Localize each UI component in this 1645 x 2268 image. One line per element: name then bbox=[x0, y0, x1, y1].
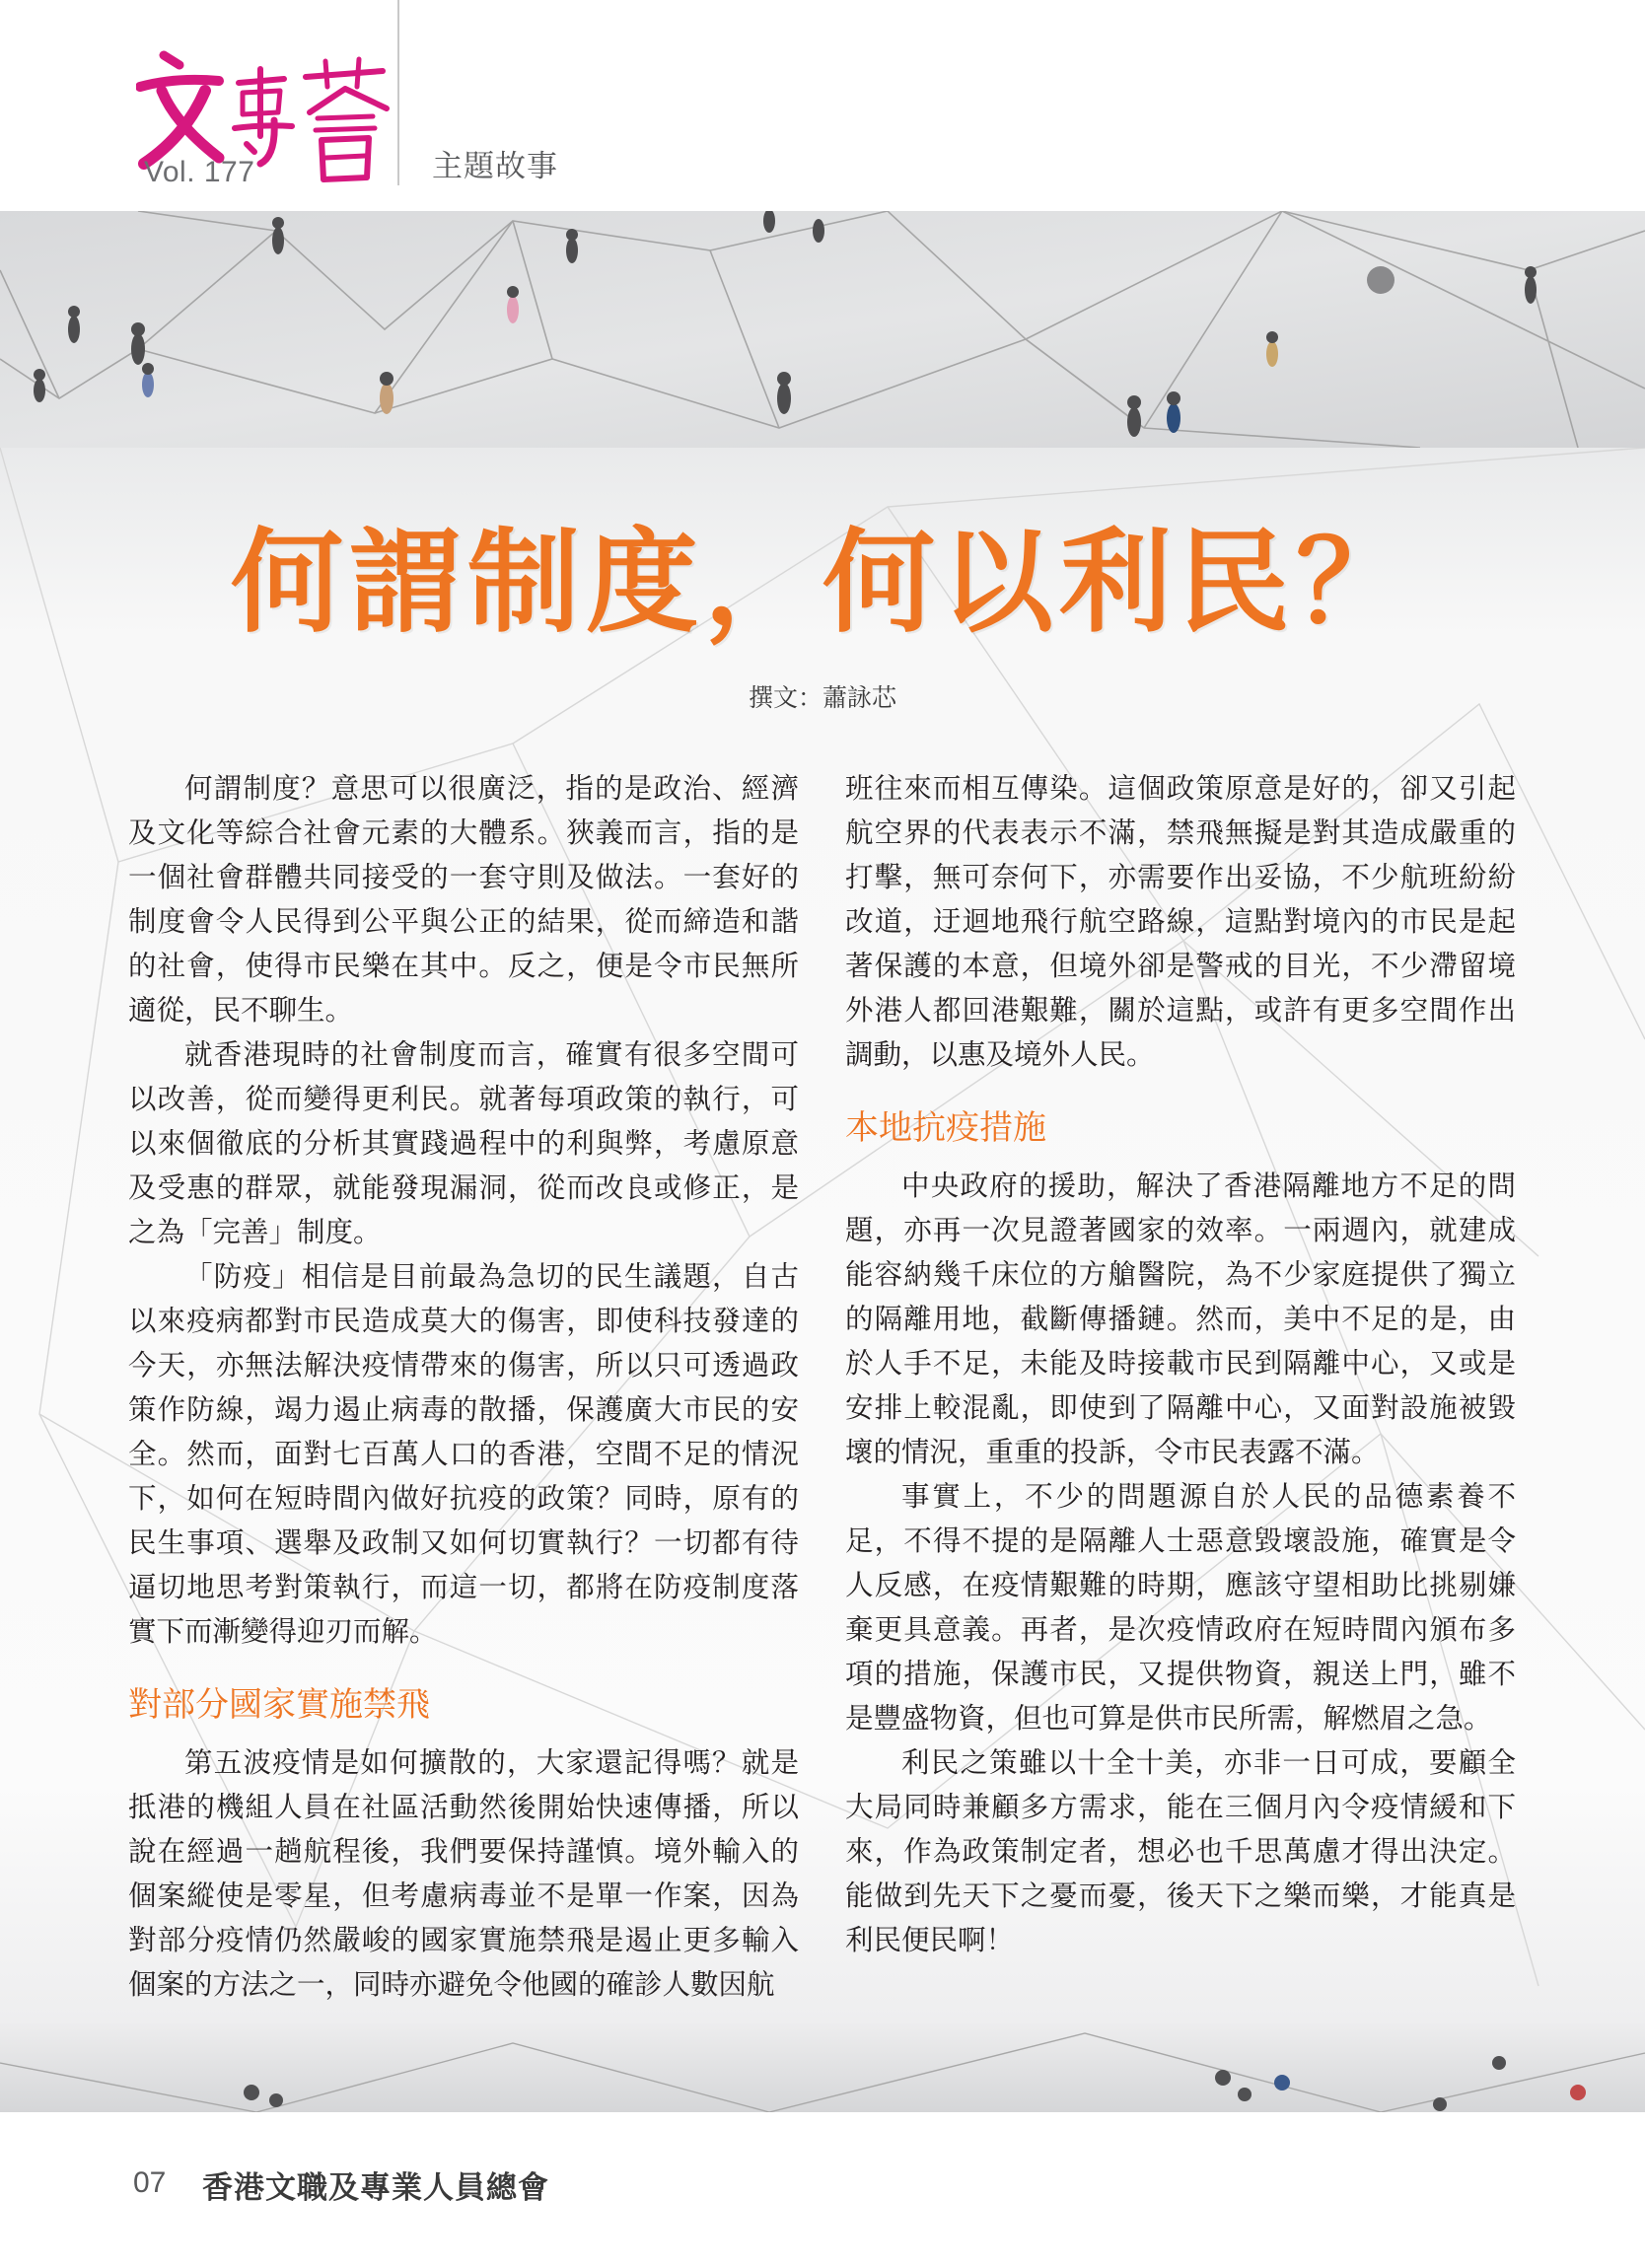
paragraph: 就香港現時的社會制度而言，確實有很多空間可以改善，從而變得更利民。就著每項政策的執行，可以來個徹底的分析其實踐過程中的利與弊，考慮原意及受惠的群眾，就能發現漏洞，從而改良或修正，是之為「完善」制度。 bbox=[128, 1038, 799, 1248]
paragraph: 中央政府的援助，解決了香港隔離地方不足的問題，亦再一次見證著國家的效率。一兩週內，就建成能容納幾千床位的方艙醫院，為不少家庭提供了獨立的隔離用地，截斷傳播鏈。然而，美中不足的是，由於人手不足，未能及時接載市民到隔離中心，又或是安排上較混亂，即使到了隔離中心，又面對設施被毀壞的情況，重重的投訴，令市民表露不滿。 bbox=[845, 1169, 1516, 1468]
article-column-right bbox=[845, 766, 1516, 1962]
paragraph: 事實上，不少的問題源自於人民的品德素養不足，不得不提的是隔離人士惡意毀壞設施，確實是令人反感，在疫情艱難的時期，應該守望相助比挑剔嫌棄更具意義。再者，是次疫情政府在短時間內頒布多項的措施，保護市民，又提供物資，親送上門，雖不是豐盛物資，但也可算是供市民所需，解燃眉之急。 bbox=[845, 1480, 1516, 1735]
page-number: 07 bbox=[133, 2166, 167, 2199]
paragraph: 何謂制度？意思可以很廣泛，指的是政治、經濟及文化等綜合社會元素的大體系。狹義而言，指的是一個社會群體共同接受的一套守則及做法。一套好的制度會令人民得到公平與公正的結果，從而締造和諧的社會，使得市民樂在其中。反之，便是令市民無所適從，民不聊生。 bbox=[128, 772, 799, 1027]
section-tag: 主題故事 bbox=[432, 149, 558, 184]
volume-number: Vol. 177 bbox=[144, 156, 255, 188]
section-heading-local-measures: 本地抗疫措施 bbox=[845, 1108, 1046, 1148]
paragraph: 第五波疫情是如何擴散的，大家還記得嗎？就是抵港的機組人員在社區活動然後開始快速傳播，所以說在經過一趟航程後，我們要保持謹慎。境外輸入的個案縱使是零星，但考慮病毒並不是單一作案，因為對部分疫情仍然嚴峻的國家實施禁飛是遏止更多輸入個案的方法之一，同時亦避免令他國的確診人數因航 bbox=[128, 1746, 799, 2001]
organization-name: 香港文職及專業人員總會 bbox=[202, 2170, 549, 2206]
crowd-network-photo-top bbox=[0, 211, 1645, 448]
article-title: 何謂制度，何以利民？ bbox=[230, 517, 1414, 648]
paragraph: 利民之策雖以十全十美，亦非一日可成，要顧全大局同時兼顧多方需求，能在三個月內令疫情緩和下來，作為政策制定者，想必也千思萬慮才得出決定。能做到先天下之憂而憂，後天下之樂而樂，才能真是利民便民啊！ bbox=[845, 1746, 1516, 1956]
article-column-left bbox=[128, 766, 799, 2007]
section-heading-flight-ban: 對部分國家實施禁飛 bbox=[128, 1685, 430, 1725]
crowd-network-photo-bottom bbox=[0, 2023, 1645, 2112]
header-divider bbox=[397, 0, 399, 185]
paragraph: 「防疫」相信是目前最為急切的民生議題，自古以來疫病都對市民造成莫大的傷害，即使科技發達的今天，亦無法解決疫情帶來的傷害，所以只可透過政策作防線，竭力遏止病毒的散播，保護廣大市民的安全。然而，面對七百萬人口的香港，空間不足的情況下，如何在短時間內做好抗疫的政策？同時，原有的民生事項、選舉及政制又如何切實執行？一切都有待逼切地思考對策執行，而這一切，都將在防疫制度落實下而漸變得迎刃而解。 bbox=[128, 1260, 799, 1648]
paragraph-continued: 班往來而相互傳染。這個政策原意是好的，卻又引起航空界的代表表示不滿，禁飛無擬是對其造成嚴重的打擊，無可奈何下，亦需要作出妥協，不少航班紛紛改道，迂迴地飛行航空路線，這點對境內的市民是起著保護的本意，但境外卻是警戒的目光，不少滯留境外港人都回港艱難，關於這點，或許有更多空間作出調動，以惠及境外人民。 bbox=[845, 772, 1516, 1071]
article-byline: 撰文：蕭詠芯 bbox=[748, 683, 896, 712]
